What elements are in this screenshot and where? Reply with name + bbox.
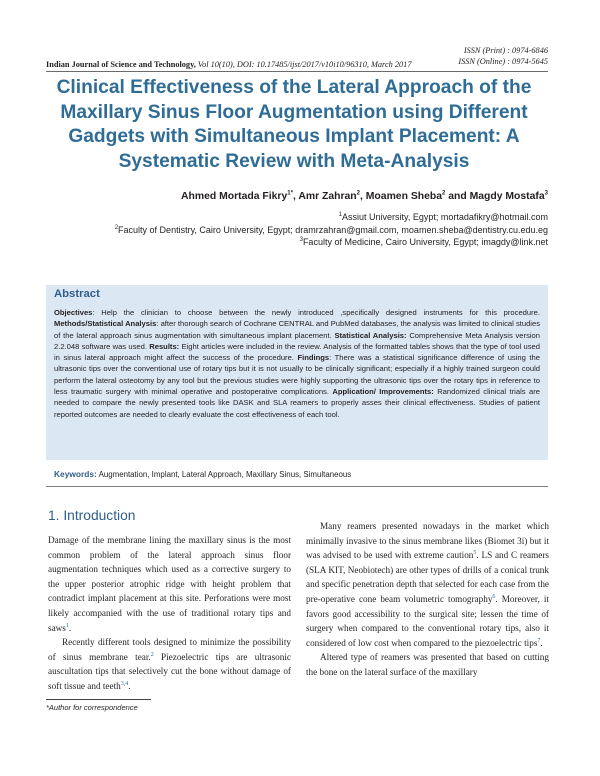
journal-name: Indian Journal of Science and Technology, — [46, 60, 196, 69]
keywords-divider — [46, 486, 548, 487]
findings-label: Findings — [297, 353, 330, 363]
author-sup: 3 — [544, 190, 548, 197]
issn-print: ISSN (Print) : 0974-6846 — [463, 46, 548, 55]
objectives-text: : Help the clinician to choose between the newly introduced ,specifically designed instruments for this procedure. — [92, 308, 540, 317]
methods-label: Methods/Statistical Analysis — [54, 319, 157, 329]
statistical-text: Comprehensive Meta Analysis version 2.2.048 software was used. — [54, 330, 540, 351]
citation-ref[interactable]: 2 — [150, 651, 154, 658]
affiliation-list — [115, 211, 548, 249]
abstract-text — [54, 307, 540, 420]
left-column — [48, 506, 291, 694]
abstract-heading: Abstract — [54, 288, 100, 300]
affiliation-text: Faculty of Dentistry, Cairo University, Egypt; dramrzahran@gmail.com, moamen.sheba@dentistry.cu.edu.eg — [118, 224, 548, 235]
citation-ref[interactable]: 7 — [537, 637, 541, 644]
author-name: Amr Zahran — [298, 191, 357, 202]
paragraph-text: . — [540, 637, 543, 648]
application-text: Randomized clinical trials are needed to compare the newly presented tools like DASK and SLA reamers to properly asses their clinical effectiveness. Studies of patient reported outcomes are needed to clearly evaluate the cost effectiveness of each tool. — [54, 387, 540, 419]
author-name: Ahmed Mortada Fikry — [181, 191, 288, 202]
keywords-text: Augmentation, Implant, Lateral Approach, Maxillary Sinus, Simultaneous — [96, 470, 352, 479]
paragraph-text: Piezoelectric tips are ultrasonic auscultation tips that selectively cut the bone without damage of soft tissue and teeth — [48, 651, 291, 691]
paragraph-text: . — [128, 680, 131, 691]
header-divider — [46, 71, 548, 72]
paragraph — [48, 635, 291, 693]
author-separator: and — [445, 191, 470, 202]
author-list — [181, 191, 548, 202]
paragraph — [48, 533, 291, 635]
footnote: *Author for correspondence — [46, 703, 138, 712]
keywords-label: Keywords: — [54, 469, 97, 479]
author-sup: 2 — [356, 190, 360, 197]
paragraph: Altered type of reamers was presented that based on cutting the bone on the lateral surface of the maxillary — [306, 652, 549, 677]
paragraph — [306, 519, 549, 650]
footnote-divider — [46, 699, 151, 700]
citation-ref[interactable]: 3,4 — [120, 680, 129, 687]
keywords-line — [54, 469, 351, 479]
citation-ref[interactable]: 5 — [473, 550, 477, 557]
affiliation-text: Assiut University, Egypt; mortadafikry@hotmail.com — [341, 212, 548, 222]
objectives-label: Objectives — [54, 308, 93, 317]
paragraph-text: Many reamers presented nowadays in the market which minimally invasive to the sinus membrane likes (Biomet 3i) but it was advised to be used with extreme caution — [306, 521, 549, 561]
paragraph-text: Damage of the membrane lining the maxillary sinus is the most common problem of the lateral approach sinus floor augmentation techniques which used as a corrective surgery to the upper posterior atrophic ridge with height problem that contradict implant placement at this site. Perforations were most likely accompanied with the use of traditional rotary tips and saws — [48, 535, 291, 633]
author-sup: 2 — [442, 190, 446, 197]
paper-title: Clinical Effectiveness of the Lateral Approach of the Maxillary Sinus Floor Augmentation using Different Gadgets with Simultaneous Implant Placement: A Systematic Review with Meta-Analysis — [56, 77, 532, 172]
author-name: Magdy Mostafa — [469, 191, 545, 202]
findings-text: : There was a statistical significance difference of using the ultrasonic tips over the conventional use of rotary tips but it is not usually to be clinically significant; especially if a highly trained surgeon could perform the lateral osteotomy by any tool but the previous studies were highly supporting the ultrasonic tips over the rotary tips in reference to less traumatic surgery with minimal operative and postoperative complications. — [54, 353, 540, 397]
affiliation-text: Faculty of Medicine, Cairo University, Egypt; imagdy@link.net — [302, 237, 548, 248]
affiliation — [115, 211, 548, 224]
citation-ref[interactable]: 1 — [65, 622, 69, 629]
issn-online: ISSN (Online) : 0974-5645 — [458, 56, 548, 66]
affiliation-sup: 2 — [114, 224, 119, 231]
paragraph-text: Recently different tools designed to minimize the possibility of sinus membrane tear. — [48, 637, 291, 662]
right-column — [306, 519, 549, 680]
application-label: Application/ Improvements: — [332, 387, 434, 397]
author-separator: , — [360, 191, 366, 202]
affiliation-sup: 3 — [299, 237, 303, 244]
affiliation-sup: 1 — [338, 212, 342, 218]
statistical-label: Statistical Analysis: — [334, 330, 407, 340]
author-sup: 1* — [287, 190, 293, 197]
journal-citation — [46, 60, 411, 69]
paragraph-text: . Moreover, it favors good accessibility to the surgical site; lessen the time of surgery when compared to the conventional rotary tips, also it considered of low cost when compared to the piezoelectric tips — [306, 593, 549, 648]
author-separator: , — [292, 191, 299, 202]
citation-details: Vol 10(10), DOI: 10.17485/ijst/2017/v10i10/96310, March 2017 — [195, 60, 412, 69]
author-name: Moamen Sheba — [365, 191, 442, 202]
paragraph-text: . — [68, 622, 72, 633]
results-text: Eight articles were included in the review. Analysis of the formatted tables shows that the type of tool used in sinus lateral approach might affect the success of the procedure. — [54, 341, 540, 363]
affiliation — [115, 224, 548, 237]
affiliation — [115, 236, 548, 249]
methods-text: : after thorough search of Cochrane CENTRAL and PubMed databases, the analysis was limited to clinical studies of the lateral approach sinus augmentation with simultaneous implant placement. — [54, 319, 540, 340]
abstract-box — [46, 285, 548, 460]
paragraph-text: . LS and C reamers (SLA KIT, Neobiotech) are other types of drills of a conical trunk and specific penetration depth that selected for each case from the pre-operative cone beam volumetric tomography — [306, 550, 549, 604]
section-heading-introduction: 1. Introduction — [48, 508, 136, 523]
issn-block — [458, 46, 548, 67]
citation-ref[interactable]: 6 — [492, 593, 496, 600]
page-header — [46, 46, 548, 71]
results-label: Results: — [149, 341, 180, 351]
